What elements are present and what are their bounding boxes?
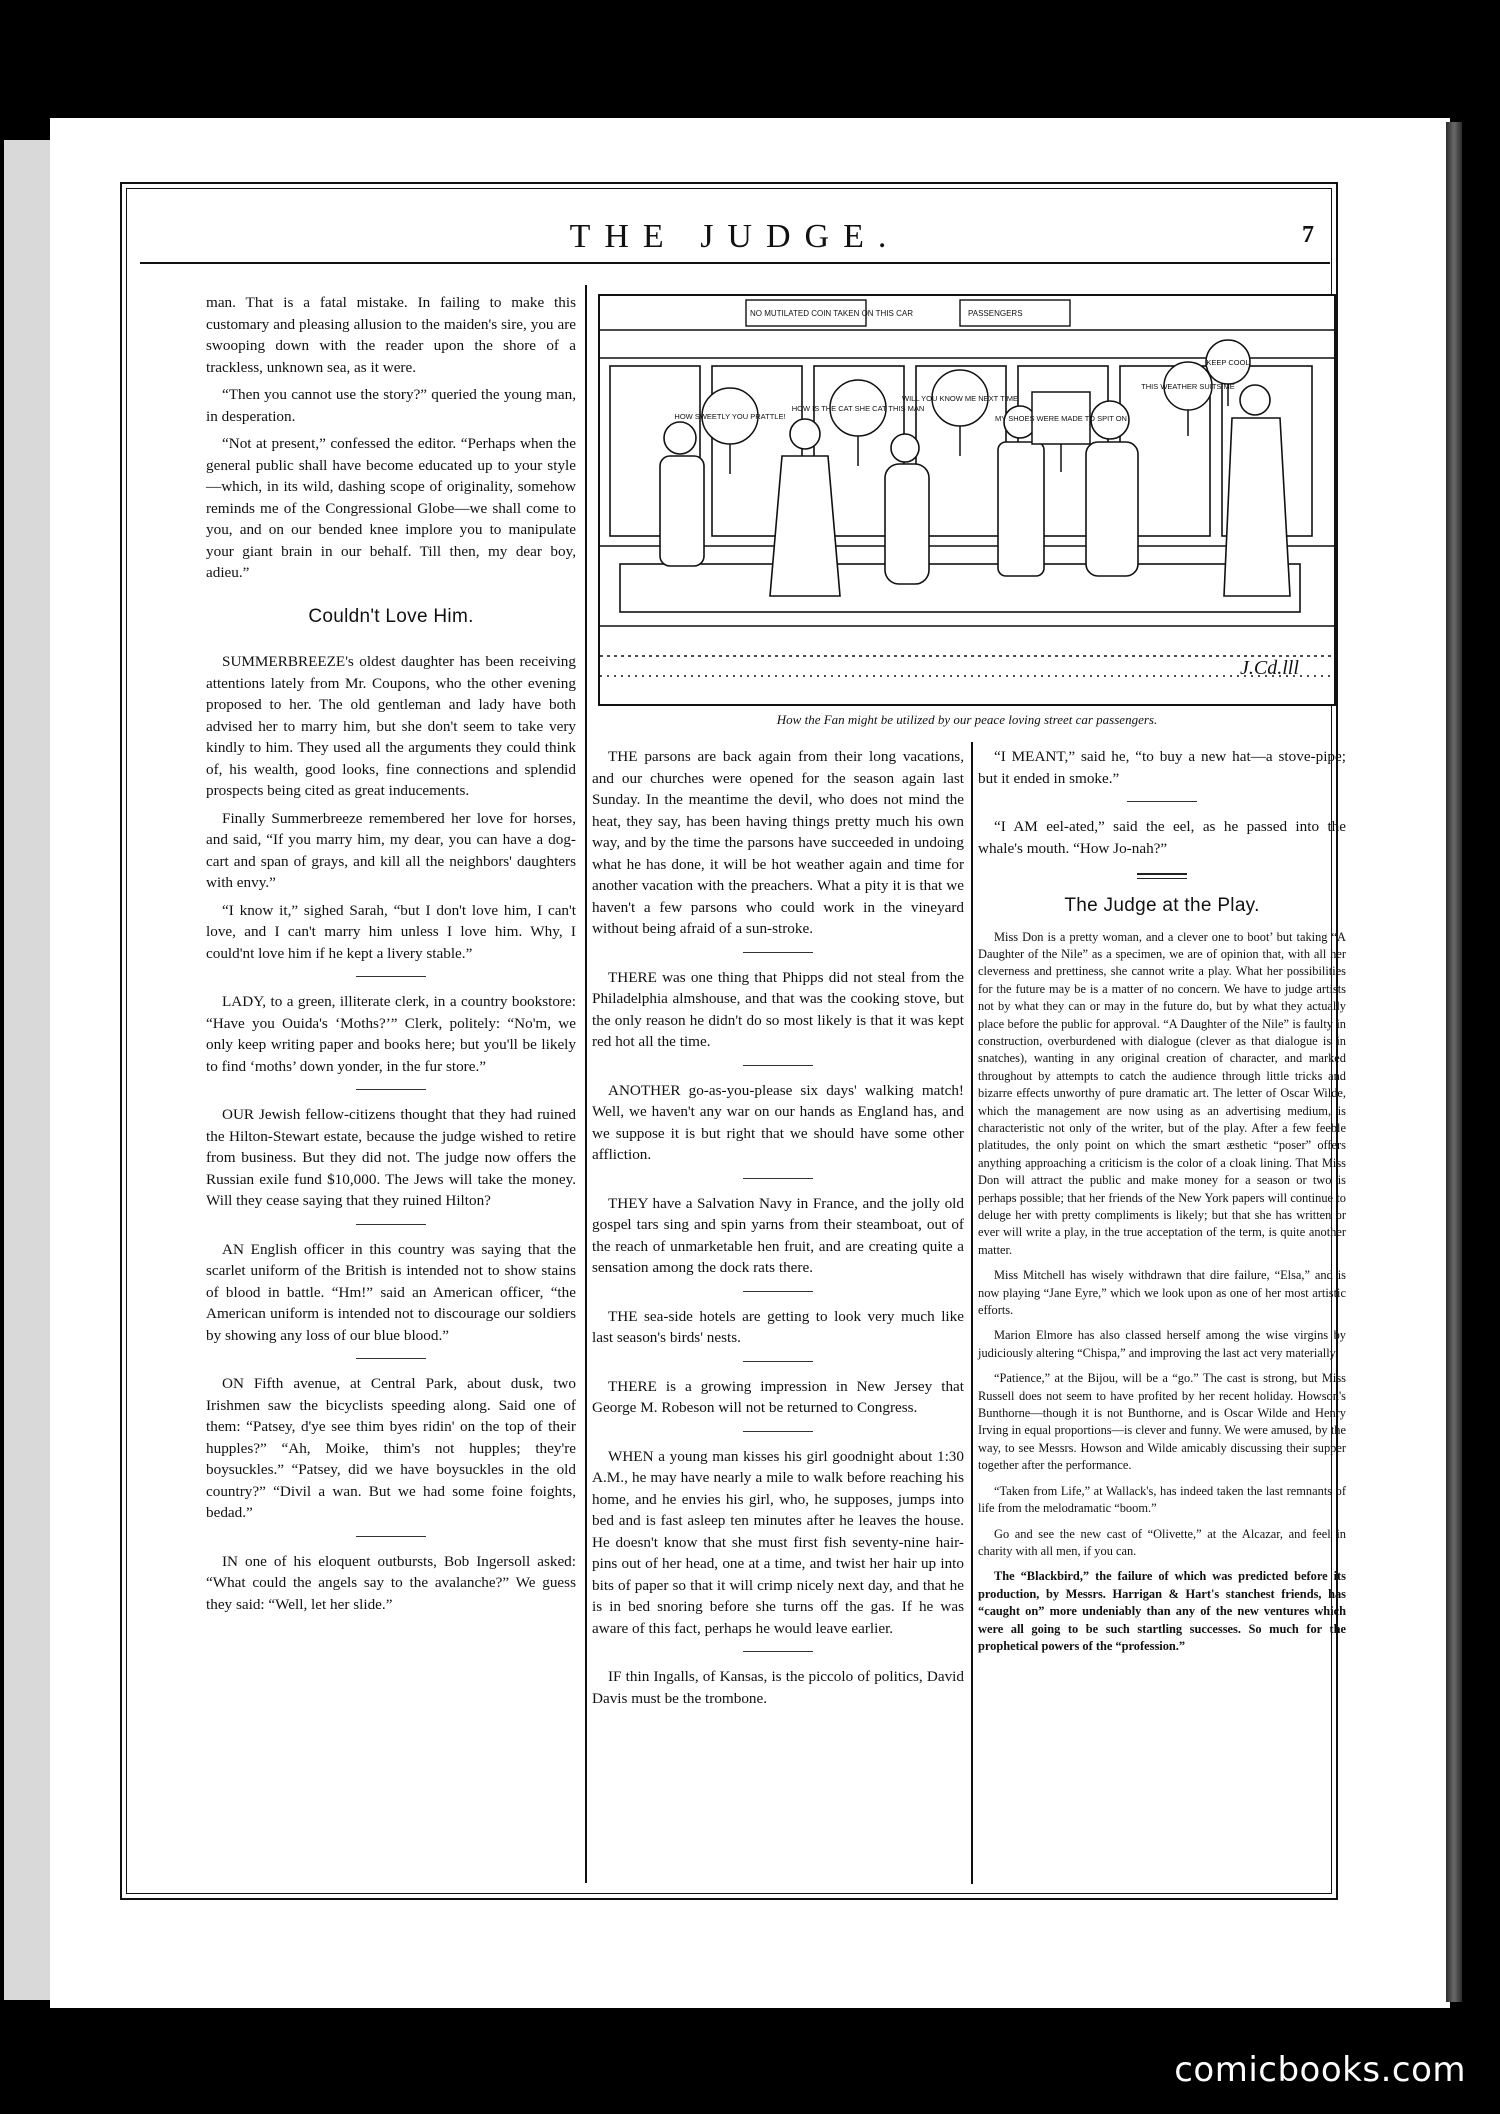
story-paragraph: man. That is a fatal mistake. In failing to make this customary and pleasing allusion to the maiden's sire, you are swooping down with the reader upon the shore of a trackless, unknown sea, as it were. bbox=[206, 294, 576, 376]
paragraph-item: THE sea-side hotels are getting to look very much like last season's birds' nests. bbox=[592, 1307, 964, 1346]
review-paragraph: Go and see the new cast of “Olivette,” at the Alcazar, and feel in charity with all men, if you can. bbox=[978, 1526, 1346, 1558]
masthead bbox=[140, 218, 1330, 260]
separator-rule bbox=[356, 1358, 426, 1359]
artist-signature: J.Cd.lll bbox=[1240, 657, 1299, 679]
separator-rule bbox=[356, 976, 426, 977]
watermark: comicbooks.com bbox=[1174, 2050, 1466, 2090]
paragraph-item: “I MEANT,” said he, “to buy a new hat—a stove-pipe; but it ended in smoke.” bbox=[978, 748, 1346, 787]
separator-rule bbox=[1127, 801, 1197, 802]
article-paragraph: SUMMERBREEZE's oldest daughter has been receiving attentions lately from Mr. Coupons, who the other evening proposed to her. The old gentleman and lady have both advised her to marry him, but she don't seem to take very kindly to him. They used all the arguments they could think of, his wealth, good looks, fine connections and splendid prospects being cited as great inducements. bbox=[206, 653, 576, 799]
paragraph-item: THERE was one thing that Phipps did not steal from the Philadelphia almshouse, and that was the cooking stove, but the only reason he didn't do so most likely is that it was kept red hot all the time. bbox=[592, 968, 964, 1050]
fan-label: THIS WEATHER SUITS ME bbox=[1141, 382, 1235, 391]
masthead-title: THE JUDGE. bbox=[569, 218, 901, 255]
story-paragraph: “Not at present,” confessed the editor. “Perhaps when the general public shall have become educated up to your style—which, in its wild, dashing scope of originality, somehow reminds me of the Congressional Globe—we shall come to you, and on our bended knee implore you to manipulate your giant brain in our behalf. Till then, my dear boy, adieu.” bbox=[206, 435, 576, 581]
separator-rule bbox=[743, 952, 813, 953]
car-sign-passengers: PASSENGERS bbox=[968, 309, 1023, 318]
fan-label: MY SHOES WERE MADE TO SPIT ON bbox=[995, 414, 1127, 423]
paragraph-item: THEY have a Salvation Navy in France, and the jolly old gospel tars sing and spin yarns from their steamboat, out of the reach of unmarketable hen fruit, and are creating quite a sensation among the dock rats there. bbox=[592, 1194, 964, 1276]
review-paragraph: The “Blackbird,” the failure of which was predicted before its production, by Messrs. Harrigan & Hart's stanchest friends, has “caught on” more undeniably than any of the new ventures which were all going to be such startling successes. So much for the prophetical powers of the “profession.” bbox=[978, 1569, 1346, 1653]
review-paragraph: “Taken from Life,” at Wallack's, has indeed taken the last remnants of life from the melodramatic “boom.” bbox=[978, 1483, 1346, 1516]
fan-label: HOW SWEETLY YOU PRATTLE! bbox=[674, 412, 786, 421]
cartoon-illustration bbox=[598, 294, 1336, 706]
column-2 bbox=[592, 746, 964, 1715]
binding-spine bbox=[1446, 122, 1462, 2002]
separator-rule bbox=[743, 1178, 813, 1179]
paragraph-item: IN one of his eloquent outbursts, Bob Ingersoll asked: “What could the angels say to the avalanche?” We guess they said: “Well, let her slide.” bbox=[206, 1552, 576, 1613]
paragraph-item: IF thin Ingalls, of Kansas, is the piccolo of politics, David Davis must be the trombone. bbox=[592, 1668, 964, 1707]
column-divider-right bbox=[971, 742, 973, 1884]
theatre-review bbox=[978, 929, 1346, 1656]
story-paragraph: “Then you cannot use the story?” queried the young man, in desperation. bbox=[206, 386, 576, 425]
review-paragraph: “Patience,” at the Bijou, will be a “go.” The cast is strong, but Miss Russell does not seem to have profited by her recent holiday. Howson's Bunthorne—though it is not Bunthorne, and is Oscar Wilde and Henry Irving in equal proportions—is clever and funny. We were amused, by the way, to see Messrs. Howson and Wilde amicably discussing their supper together after the performance. bbox=[978, 1371, 1346, 1473]
paragraph-item: AN English officer in this country was saying that the scarlet uniform of the British is intended not to show stains of blood in battle. “Hm!” said an American officer, “the American uniform is intended not to discourage our soldiers by showing any loss of our blue blood.” bbox=[206, 1240, 576, 1344]
article-heading: Couldn't Love Him. bbox=[308, 605, 474, 627]
paragraph-item: OUR Jewish fellow-citizens thought that they had ruined the Hilton-Stewart estate, because the judge wished to retire from business. But they did not. The judge now offers the Russian exile fund $10,000. The Jews will take the money. Will they cease saying that they ruined Hilton? bbox=[206, 1106, 576, 1209]
adjacent-page-edge bbox=[4, 140, 52, 2000]
masthead-rule bbox=[140, 262, 1330, 264]
article-paragraph: Finally Summerbreeze remembered her love for horses, and said, “If you marry him, my dear, you can have a dog-cart and span of grays, and kill all the neighbors' daughters with envy.” bbox=[206, 809, 576, 891]
column-3 bbox=[978, 746, 1346, 1663]
separator-rule bbox=[743, 1291, 813, 1292]
cartoon-caption: How the Fan might be utilized by our peace loving street car passengers. bbox=[776, 712, 1158, 727]
separator-rule bbox=[356, 1089, 426, 1090]
page-number: 7 bbox=[1302, 222, 1314, 248]
paragraph-item: THERE is a growing impression in New Jersey that George M. Robeson will not be returned to Congress. bbox=[592, 1377, 964, 1416]
separator-rule bbox=[743, 1651, 813, 1652]
paragraph-item: THE parsons are back again from their long vacations, and our churches were opened for the season again last Sunday. In the meantime the devil, who does not mind the heat, they say, has been having things pretty much his own way, and by the time the parsons have succeeded in undoing what he has done, it will be hot weather again and time for another vacation with the preachers. What a pity it is that we haven't a few parsons who could work in the vineyard without being afraid of a sun-stroke. bbox=[592, 748, 964, 937]
separator-rule bbox=[743, 1431, 813, 1432]
fan-label: HOW IS THE CAT SHE CAT THIS MAN bbox=[791, 404, 925, 413]
review-paragraph: Miss Mitchell has wisely withdrawn that dire failure, “Elsa,” and is now playing “Jane Eyre,” which we look upon as one of her most artistic efforts. bbox=[978, 1268, 1346, 1318]
article-paragraph: “I know it,” sighed Sarah, “but I don't love him, I can't love, and I can't marry him unless I love him. Why, I could'nt love him if he kept a livery stable.” bbox=[206, 901, 576, 962]
paragraph-item: WHEN a young man kisses his girl goodnight about 1:30 A.M., he may have nearly a mile to walk before reaching his home, and he envies his girl, who, he supposes, jumps into bed and is fast asleep ten minutes after he leaves the house. He doesn't know that she must first fish seventy-nine hair-pins out of her head, one at a time, and twist her hair up into bits of paper so that it will crimp nicely next day, and that he is in bed snoring before she turns off the gas. If he was aware of this fact, perhaps he would leave earlier. bbox=[592, 1447, 964, 1637]
paragraph-item: ON Fifth avenue, at Central Park, about dusk, two Irishmen saw the bicyclists speeding along. Said one of them: “Patsey, d'ye see thim byes ridin' on the top of their hupples?” “Ah, Moike, thim's not hupples; they're boysuckles.” “Patsey, did we have boysuckles in the old country?” “Divil a wan. But we had some foine foights, bedad.” bbox=[206, 1375, 576, 1521]
column-divider-left bbox=[585, 285, 587, 1883]
article-heading: The Judge at the Play. bbox=[1064, 895, 1260, 916]
paragraph-item: ANOTHER go-as-you-please six days' walking match! Well, we haven't any war on our hands as England has, and we suppose it is but right that we should have some other affliction. bbox=[592, 1081, 964, 1163]
cartoon-drawing bbox=[600, 296, 1334, 704]
separator-rule bbox=[743, 1361, 813, 1362]
paragraph-item: “I AM eel-ated,” said the eel, as he passed into the whale's mouth. “How Jo-nah?” bbox=[978, 818, 1346, 857]
separator-rule bbox=[356, 1224, 426, 1225]
fan-label: WILL YOU KNOW ME NEXT TIME bbox=[902, 394, 1018, 403]
double-rule bbox=[1137, 873, 1187, 879]
car-sign-text: NO MUTILATED COIN TAKEN ON THIS CAR bbox=[750, 309, 913, 318]
review-paragraph: Miss Don is a pretty woman, and a clever one to boot’ but taking “A Daughter of the Nile” as a specimen, we are of opinion that, with all her cleverness and prettiness, she cannot write a play. What her possibilities for the future may be is a matter of no concern. We have to judge artists not by what they can or may in the future do, but by what they actually place before the public for approval. “A Daughter of the Nile” is faulty in construction, overburdened with dialogue (clever as that dialogue is in snatches), wanting in any original creation of character, and marked throughout by attempts to catch the audience through little tricks and bizarre effects unworthy of pure dramatic art. The letter of Oscar Wilde, which the management are now using as an advertising medium, is characteristic not only of the writer, but of the play. After a few feeble platitudes, the only point on which the smart æsthetic “poser” offers anything approaching a criticism is the color of a cloak lining. That Miss Don will attract the public and make money for a season or two is perhaps possible; that her friends of the New York papers will continue to deluge her with pretty compliments is likely; but that she has written or ever will write a play, in the true acceptation of the term, is quite another matter. bbox=[978, 929, 1346, 1257]
paragraph-item: LADY, to a green, illiterate clerk, in a country bookstore: “Have you Ouida's ‘Moths?’” Clerk, politely: “No'm, we only keep writing paper and books here; but you'll be likely to find ‘moths’ down yonder, in the fur store.” bbox=[206, 993, 576, 1075]
separator-rule bbox=[356, 1536, 426, 1537]
fan-label: KEEP COOL bbox=[1206, 358, 1250, 367]
separator-rule bbox=[743, 1065, 813, 1066]
review-paragraph: Marion Elmore has also classed herself among the wise virgins by judiciously altering “Chispa,” and improving the last act very materially. bbox=[978, 1328, 1346, 1360]
column-1 bbox=[206, 292, 576, 1621]
